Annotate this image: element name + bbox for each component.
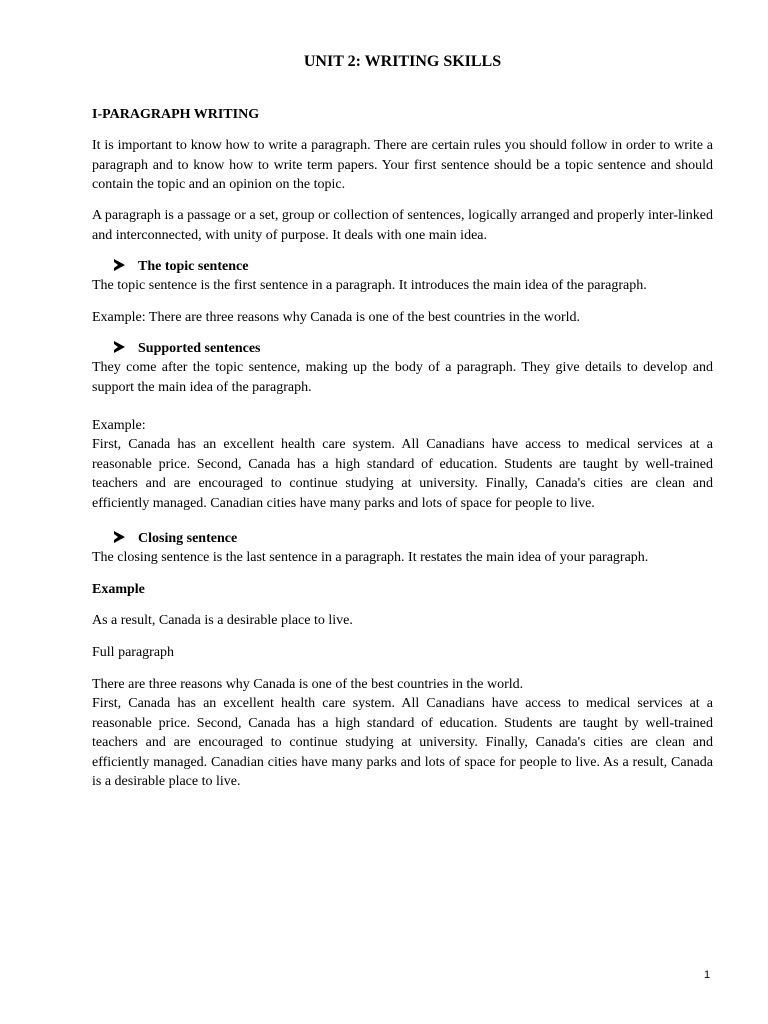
closing-sentence-example-label: Example <box>92 582 145 597</box>
full-paragraph-first-line: There are three reasons why Canada is one of the best countries in the world. <box>92 677 524 692</box>
supported-sentences-heading-label: Supported sentences <box>138 341 261 356</box>
arrow-right-icon <box>114 259 125 271</box>
intro-paragraph: It is important to know how to write a paragraph. There are certain rules you should follow in order to write a paragraph and to know how to write term papers. Your first sentence should be a topic sentence and should contain the topic and an opinion on the topic. <box>92 138 713 192</box>
page-number: 1 <box>704 969 711 981</box>
full-paragraph-body: First, Canada has an excellent health care system. All Canadians have access to medical services at a reasonable price. Second, Canada has a high standard of education. Students are taught by well-trained teachers and are encouraged to continue studying at university. Finally, Canada's cities are clean and efficiently managed. Canadian cities have many parks and lots of space for people to live. As a result, Canada is a desirable place to live. <box>92 696 713 789</box>
definition-paragraph: A paragraph is a passage or a set, group or collection of sentences, logically arranged and properly inter-linked and interconnected, with unity of purpose. It deals with one main idea. <box>92 208 713 243</box>
closing-sentence-heading <box>114 529 237 549</box>
full-paragraph-label: Full paragraph <box>92 645 175 660</box>
topic-sentence-heading <box>114 257 248 277</box>
topic-sentence-heading-label: The topic sentence <box>138 259 249 274</box>
arrow-right-icon <box>114 341 125 353</box>
supported-sentences-heading <box>114 339 261 359</box>
page-title: UNIT 2: WRITING SKILLS <box>303 53 502 70</box>
closing-sentence-heading-label: Closing sentence <box>138 531 238 546</box>
supported-sentences-example-text: First, Canada has an excellent health care system. All Canadians have access to medical services at a reasonable price. Second, Canada has a high standard of education. Students are taught by well-trained teachers and are encouraged to continue studying at university. Finally, Canada's cities are clean and efficiently managed. Canadian cities have many parks and lots of space for people to live. <box>92 437 713 511</box>
supported-sentences-description: They come after the topic sentence, making up the body of a paragraph. They give details to develop and support the main idea of the paragraph. <box>92 360 713 395</box>
topic-sentence-description: The topic sentence is the first sentence in a paragraph. It introduces the main idea of the paragraph. <box>92 278 647 293</box>
arrow-right-icon <box>114 531 125 543</box>
supported-sentences-example-label: Example: <box>92 418 146 433</box>
topic-sentence-example: Example: There are three reasons why Canada is one of the best countries in the world. <box>92 310 581 325</box>
closing-sentence-example-text: As a result, Canada is a desirable place to live. <box>92 613 353 628</box>
closing-sentence-description: The closing sentence is the last sentence in a paragraph. It restates the main idea of your paragraph. <box>92 550 649 565</box>
section-heading: I-PARAGRAPH WRITING <box>92 107 260 122</box>
